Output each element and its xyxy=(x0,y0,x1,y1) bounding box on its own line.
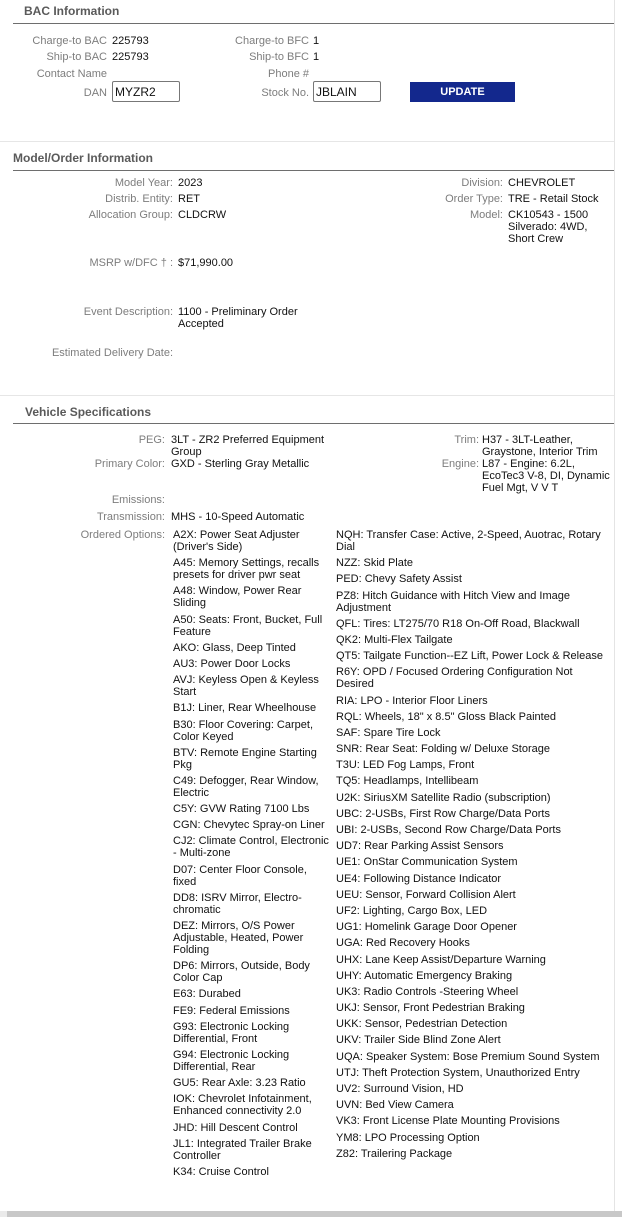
transmission-label: Transmission: xyxy=(96,511,165,523)
model-order-section-rule xyxy=(13,170,615,171)
ordered-option-item: UKK: Sensor, Pedestrian Detection xyxy=(336,1018,508,1031)
ship-to-bac-value: 225793 xyxy=(112,51,149,63)
phone-label: Phone # xyxy=(268,68,309,80)
ordered-option-item: A45: Memory Settings, recalls presets for driver pwr seat xyxy=(173,557,320,582)
model-year-label: Model Year: xyxy=(114,177,173,189)
ordered-option-item: GU5: Rear Axle: 3.23 Ratio xyxy=(173,1077,306,1090)
charge-to-bac-label: Charge-to BAC xyxy=(32,35,107,47)
model-value: CK10543 - 1500 Silverado: 4WD, Short Crew xyxy=(508,209,589,245)
ordered-option-item: UKJ: Sensor, Front Pedestrian Braking xyxy=(336,1002,525,1015)
ordered-option-item: CGN: Chevytec Spray-on Liner xyxy=(173,819,325,832)
ship-to-bfc-label: Ship-to BFC xyxy=(249,51,309,63)
ordered-option-item: G93: Electronic Locking Differential, Front xyxy=(173,1020,290,1045)
ordered-option-item: DP6: Mirrors, Outside, Body Color Cap xyxy=(173,960,310,985)
event-description-label: Event Description: xyxy=(83,306,173,318)
dan-input[interactable] xyxy=(112,81,180,102)
ordered-option-item: R6Y: OPD / Focused Ordering Configuration Not Desired xyxy=(336,666,573,691)
ordered-option-item: A48: Window, Power Rear Sliding xyxy=(173,585,302,610)
peg-value: 3LT - ZR2 Preferred Equipment Group xyxy=(171,434,325,458)
charge-to-bfc-value: 1 xyxy=(313,35,320,47)
ordered-option-item: FE9: Federal Emissions xyxy=(173,1004,290,1017)
distrib-entity-value: RET xyxy=(178,193,200,205)
engine-label: Engine: xyxy=(441,458,479,470)
ship-to-bac-label: Ship-to BAC xyxy=(46,51,107,63)
ordered-option-item: A2X: Power Seat Adjuster (Driver's Side) xyxy=(173,529,300,553)
ordered-option-item: YM8: LPO Processing Option xyxy=(336,1131,480,1144)
order-type-label: Order Type: xyxy=(445,193,503,205)
ordered-option-item: UK3: Radio Controls -Steering Wheel xyxy=(336,985,519,998)
model-year-value: 2023 xyxy=(178,177,203,189)
ordered-option-item: QT5: Tailgate Function--EZ Lift, Power Lock & Release xyxy=(336,650,603,663)
ordered-option-item: RIA: LPO - Interior Floor Liners xyxy=(336,694,488,707)
ordered-option-item: U2K: SiriusXM Satellite Radio (subscription) xyxy=(336,791,551,804)
ordered-option-item: DD8: ISRV Mirror, Electro-chromatic xyxy=(173,891,302,916)
ordered-option-item: NZZ: Skid Plate xyxy=(336,557,414,570)
ordered-option-item: UHX: Lane Keep Assist/Departure Warning xyxy=(336,953,546,966)
ordered-option-item: C49: Defogger, Rear Window, Electric xyxy=(173,774,319,799)
ordered-option-item: UHY: Automatic Emergency Braking xyxy=(336,969,513,982)
ordered-options-label: Ordered Options: xyxy=(80,529,165,541)
division-label: Division: xyxy=(461,177,503,189)
ordered-option-item: UKV: Trailer Side Blind Zone Alert xyxy=(336,1034,501,1047)
estimated-delivery-label: Estimated Delivery Date: xyxy=(51,347,173,359)
ordered-option-item: C5Y: GVW Rating 7100 Lbs xyxy=(173,803,310,816)
ordered-option-item: QK2: Multi-Flex Tailgate xyxy=(336,633,453,646)
trim-label: Trim: xyxy=(454,434,479,446)
peg-label: PEG: xyxy=(138,434,165,446)
stock-no-input[interactable] xyxy=(313,81,381,102)
ordered-option-item: AKO: Glass, Deep Tinted xyxy=(173,641,296,654)
distrib-entity-label: Distrib. Entity: xyxy=(105,193,173,205)
ordered-option-item: T3U: LED Fog Lamps, Front xyxy=(336,759,475,772)
allocation-group-label: Allocation Group: xyxy=(88,209,173,221)
ordered-option-item: UE4: Following Distance Indicator xyxy=(336,872,502,885)
ordered-option-item: PZ8: Hitch Guidance with Hitch View and Image Adjustment xyxy=(336,589,570,614)
trim-value: H37 - 3LT-Leather, Graystone, Interior Trim xyxy=(482,434,598,458)
ordered-option-item: IOK: Chevrolet Infotainment, Enhanced connectivity 2.0 xyxy=(173,1093,312,1118)
ordered-options-right-column xyxy=(336,529,608,1164)
vehicle-specifications-section xyxy=(0,396,622,1211)
vehicle-specs-section-rule xyxy=(13,423,615,424)
ordered-option-item: JHD: Hill Descent Control xyxy=(173,1121,298,1134)
ordered-option-item: SAF: Spare Tire Lock xyxy=(336,726,441,739)
contact-name-label: Contact Name xyxy=(36,68,107,80)
bac-information-section xyxy=(0,0,622,140)
ordered-option-item: SNR: Rear Seat: Folding w/ Deluxe Storage xyxy=(336,743,550,756)
ordered-option-item: UEU: Sensor, Forward Collision Alert xyxy=(336,888,516,901)
stock-no-label: Stock No. xyxy=(261,87,309,99)
vehicle-specs-section-title: Vehicle Specifications xyxy=(25,405,152,419)
ordered-option-item: UGA: Red Recovery Hooks xyxy=(336,937,470,950)
transmission-value: MHS - 10-Speed Automatic xyxy=(171,511,305,523)
ordered-option-item: G94: Electronic Locking Differential, Rear xyxy=(173,1048,290,1073)
model-order-section-title: Model/Order Information xyxy=(13,151,154,165)
ordered-option-item: D07: Center Floor Console, fixed xyxy=(173,863,307,888)
horizontal-scrollbar[interactable] xyxy=(7,1211,622,1217)
ordered-option-item: BTV: Remote Engine Starting Pkg xyxy=(173,746,317,771)
ordered-option-item: UG1: Homelink Garage Door Opener xyxy=(336,921,517,934)
ordered-option-item: A50: Seats: Front, Bucket, Full Feature xyxy=(173,613,323,638)
ordered-option-item: UE1: OnStar Communication System xyxy=(336,856,518,869)
msrp-label: MSRP w/DFC † : xyxy=(89,257,173,269)
ordered-option-item: RQL: Wheels, 18" x 8.5" Gloss Black Painted xyxy=(336,710,556,723)
ordered-option-item: PED: Chevy Safety Assist xyxy=(336,573,462,586)
ordered-option-item: UV2: Surround Vision, HD xyxy=(336,1083,464,1095)
ship-to-bfc-value: 1 xyxy=(313,51,320,63)
ordered-options-left-column xyxy=(173,529,331,1182)
emissions-label: Emissions: xyxy=(111,494,165,506)
ordered-option-item: UBI: 2-USBs, Second Row Charge/Data Ports xyxy=(336,824,561,836)
ordered-option-item: DEZ: Mirrors, O/S Power Adjustable, Heated, Power Folding xyxy=(173,920,304,956)
ordered-option-item: B1J: Liner, Rear Wheelhouse xyxy=(173,702,317,715)
ordered-option-item: UBC: 2-USBs, First Row Charge/Data Ports xyxy=(336,807,550,820)
ordered-option-item: UQA: Speaker System: Bose Premium Sound System xyxy=(336,1050,600,1063)
ordered-option-item: E63: Durabed xyxy=(173,988,241,1001)
ordered-option-item: UTJ: Theft Protection System, Unauthorized Entry xyxy=(336,1066,580,1079)
division-value: CHEVROLET xyxy=(508,177,576,189)
ordered-option-item: UF2: Lighting, Cargo Box, LED xyxy=(336,904,488,917)
model-label: Model: xyxy=(469,209,503,221)
page-right-border xyxy=(614,0,615,1211)
model-order-section xyxy=(0,142,622,394)
ordered-option-item: VK3: Front License Plate Mounting Provisions xyxy=(336,1115,560,1128)
allocation-group-value: CLDCRW xyxy=(178,209,227,221)
ordered-option-item: QFL: Tires: LT275/70 R18 On-Off Road, Blackwall xyxy=(336,617,580,630)
ordered-option-item: Z82: Trailering Package xyxy=(336,1147,453,1160)
ordered-option-item: TQ5: Headlamps, Intellibeam xyxy=(336,775,479,788)
dan-label: DAN xyxy=(83,87,107,99)
ordered-option-item: K34: Cruise Control xyxy=(173,1165,269,1178)
primary-color-label: Primary Color: xyxy=(94,458,165,470)
bac-section-title: BAC Information xyxy=(24,4,120,18)
ordered-option-item: UD7: Rear Parking Assist Sensors xyxy=(336,840,504,853)
charge-to-bfc-label: Charge-to BFC xyxy=(235,35,309,47)
ordered-option-item: JL1: Integrated Trailer Brake Controller xyxy=(173,1137,312,1162)
ordered-option-item: UVN: Bed View Camera xyxy=(336,1099,454,1112)
ordered-option-item: AU3: Power Door Locks xyxy=(173,657,291,670)
ordered-option-item: CJ2: Climate Control, Electronic - Multi-zone xyxy=(173,835,329,860)
scrollbar-corner xyxy=(0,1211,7,1217)
event-description-value: 1100 - Preliminary Order Accepted xyxy=(178,306,298,330)
ordered-option-item: NQH: Transfer Case: Active, 2-Speed, Auotrac, Rotary Dial xyxy=(336,529,601,553)
charge-to-bac-value: 225793 xyxy=(112,35,149,47)
update-button[interactable]: UPDATE xyxy=(410,82,515,102)
primary-color-value: GXD - Sterling Gray Metallic xyxy=(171,458,310,470)
ordered-option-item: AVJ: Keyless Open & Keyless Start xyxy=(173,674,319,699)
msrp-value: $71,990.00 xyxy=(178,257,234,269)
engine-value: L87 - Engine: 6.2L, EcoTec3 V-8, DI, Dynamic Fuel Mgt, V V T xyxy=(482,458,610,494)
bac-section-rule xyxy=(13,23,615,24)
order-type-value: TRE - Retail Stock xyxy=(508,193,599,205)
ordered-option-item: B30: Floor Covering: Carpet, Color Keyed xyxy=(173,718,314,743)
